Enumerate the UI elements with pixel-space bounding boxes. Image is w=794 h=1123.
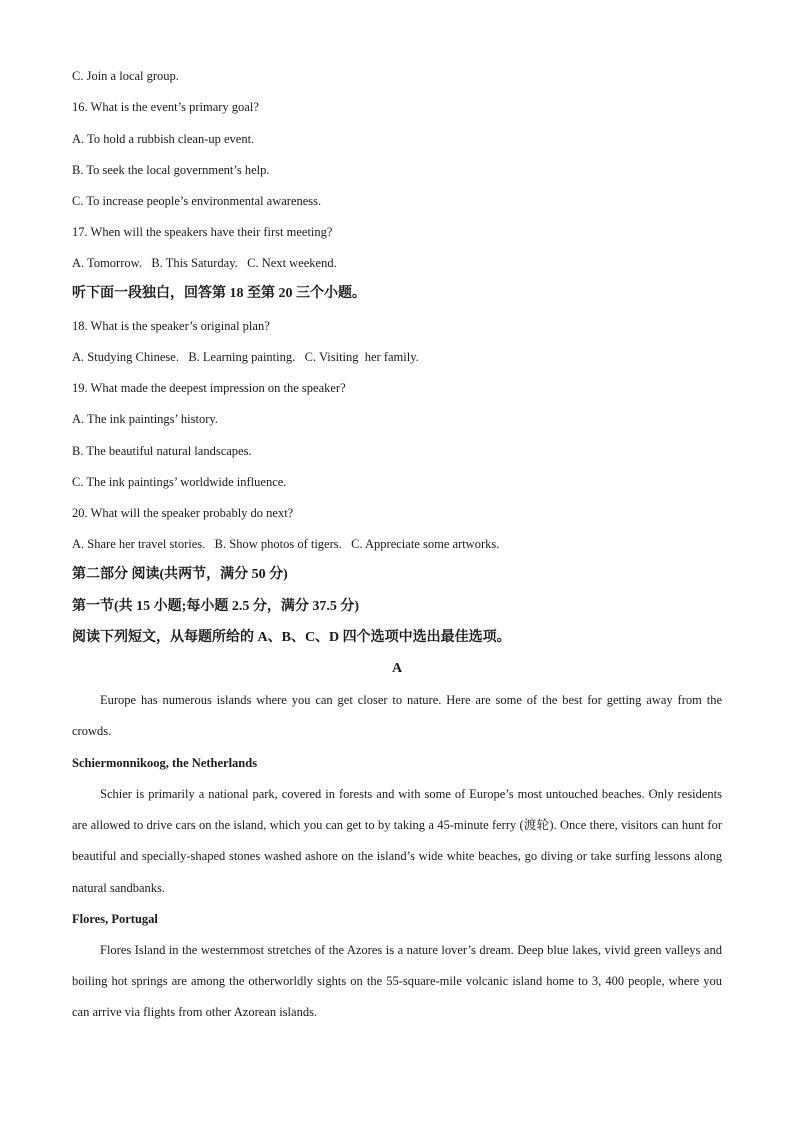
- q19-option-a: A. The ink paintings’ history.: [72, 412, 218, 426]
- q15-option-c: C. Join a local group.: [72, 69, 179, 83]
- q17-question: 17. When will the speakers have their first meeting?: [72, 225, 333, 239]
- q17-options: A. Tomorrow. B. This Saturday. C. Next weekend.: [72, 256, 337, 270]
- paragraph-schiermonnikoog: Schier is primarily a national park, covered in forests and with some of Europe’s most untouched beaches. Only residents are allowed to drive cars on the island, which you can get to by taking a 45-minute ferry (渡轮). Once there, visitors can hunt for beautiful and specially-shaped stones washed ashore on the island’s wide white beaches, go diving or take surfing lessons along natural sandbanks.: [72, 787, 722, 895]
- q18-question: 18. What is the speaker’s original plan?: [72, 319, 270, 333]
- reading-part-title: 第二部分 阅读(共两节，满分 50 分): [72, 567, 288, 582]
- q19-question: 19. What made the deepest impression on the speaker?: [72, 381, 346, 395]
- island-heading-flores: Flores, Portugal: [72, 912, 158, 926]
- passage-intro: Europe has numerous islands where you can get closer to nature. Here are some of the best for getting away from the crowds.: [72, 693, 722, 739]
- q19-option-b: B. The beautiful natural landscapes.: [72, 444, 252, 458]
- reading-instruction: 阅读下列短文，从每题所给的 A、B、C、D 四个选项中选出最佳选项。: [72, 630, 511, 645]
- reading-section-title: 第一节(共 15 小题;每小题 2.5 分，满分 37.5 分): [72, 599, 359, 614]
- q16-question: 16. What is the event’s primary goal?: [72, 100, 259, 114]
- q16-option-c: C. To increase people’s environmental awareness.: [72, 194, 322, 208]
- passage-letter: A: [391, 661, 403, 676]
- q19-option-c: C. The ink paintings’ worldwide influence.: [72, 475, 287, 489]
- monologue-instruction: 听下面一段独白，回答第 18 至第 20 三个小题。: [72, 286, 366, 301]
- q20-question: 20. What will the speaker probably do next?: [72, 506, 294, 520]
- paragraph-flores: Flores Island in the westernmost stretches of the Azores is a nature lover’s dream. Deep blue lakes, vivid green valleys and boiling hot springs are among the otherworldly sights on the 55-square-mile volcanic island home to 3, 400 people, where you can arrive via flights from other Azorean islands.: [72, 943, 722, 1020]
- q20-options: A. Share her travel stories. B. Show photos of tigers. C. Appreciate some artworks.: [72, 537, 500, 551]
- island-heading-schiermonnikoog: Schiermonnikoog, the Netherlands: [72, 756, 258, 770]
- q16-option-b: B. To seek the local government’s help.: [72, 163, 270, 177]
- q18-options: A. Studying Chinese. B. Learning painting. C. Visiting her family.: [72, 350, 419, 364]
- q16-option-a: A. To hold a rubbish clean-up event.: [72, 132, 255, 146]
